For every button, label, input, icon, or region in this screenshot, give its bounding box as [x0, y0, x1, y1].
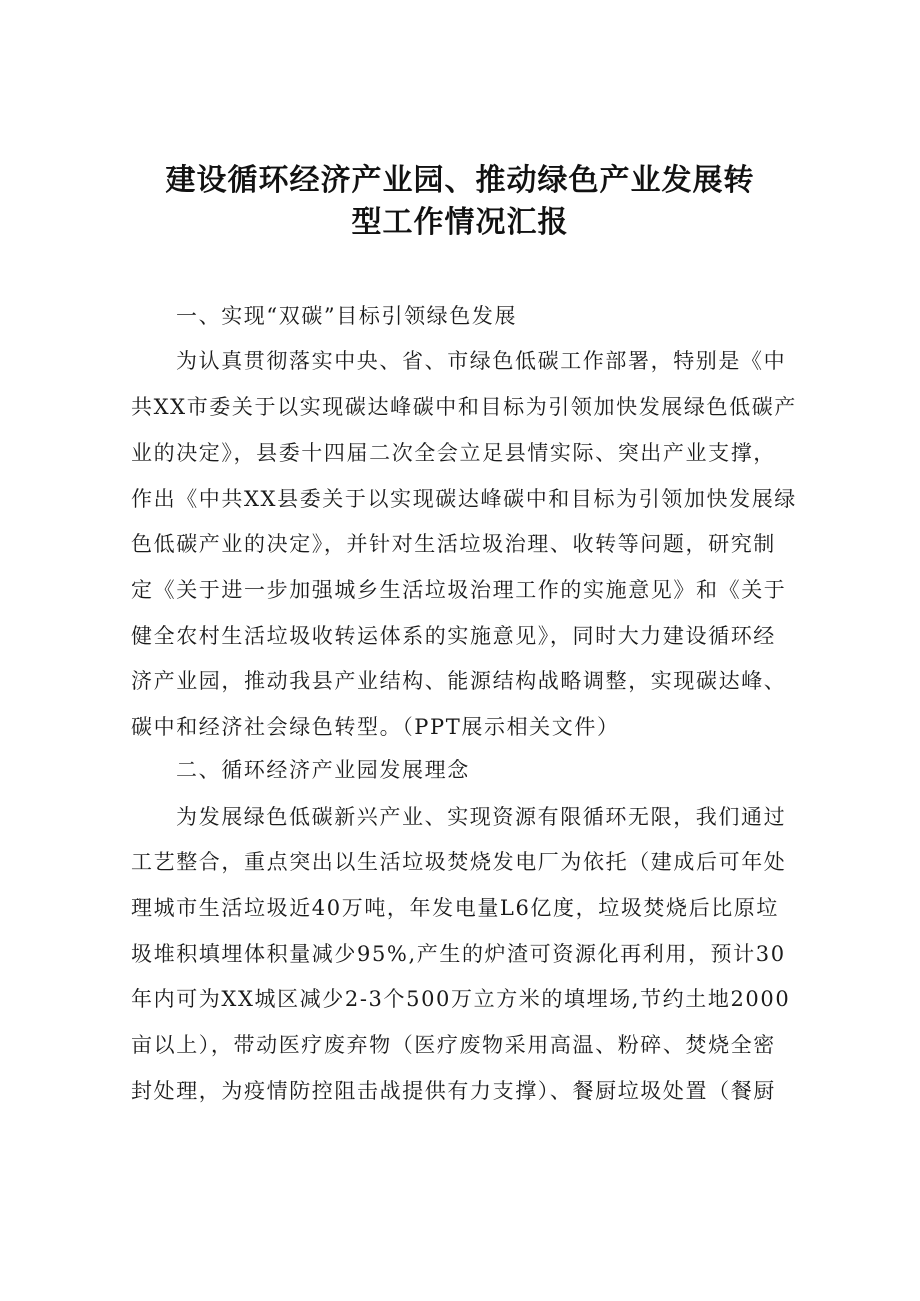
paragraph-line: 理城市生活垃圾近40万吨，年发电量L6亿度，垃圾焚烧后比原垃 [131, 896, 780, 920]
paragraph-line: 色低碳产业的决定》，并针对生活垃圾治理、收转等问题，研究制 [131, 532, 776, 556]
paragraph-line: 定《关于进一步加强城乡生活垃圾治理工作的实施意见》和《关于 [131, 578, 787, 602]
paragraph-line: 年内可为XX城区减少2-3个500万立方米的填埋场,节约土地2000 [131, 987, 791, 1011]
paragraph-line: 业的决定》，县委十四届二次全会立足县情实际、突出产业支撑， [131, 441, 776, 465]
paragraph-line: 济产业园，推动我县产业结构、能源结构战略调整，实现碳达峰、 [131, 669, 787, 693]
paragraph-line: 作出《中共XX县委关于以实现碳达峰碳中和目标为引领加快发展绿 [131, 487, 797, 511]
section-2-heading: 二、循环经济产业园发展理念 [176, 758, 470, 782]
paragraph-line: 碳中和经济社会绿色转型。（PPT展示相关文件） [131, 715, 620, 739]
section-1-heading: 一、实现“双碳”目标引领绿色发展 [176, 304, 518, 328]
paragraph-line: 健全农村生活垃圾收转运体系的实施意见》，同时大力建设循环经 [131, 624, 776, 648]
paragraph-line: 封处理，为疫情防控阻击战提供有力支撑）、餐厨垃圾处置（餐厨 [131, 1079, 776, 1103]
document-title-line-2: 型工作情况汇报 [351, 205, 569, 240]
paragraph-line: 为认真贯彻落实中央、省、市绿色低碳工作部署，特别是《中 [176, 349, 787, 373]
paragraph-line: 亩以上），带动医疗废弃物（医疗废物采用高温、粉碎、焚烧全密 [131, 1033, 776, 1057]
paragraph-line: 为发展绿色低碳新兴产业、实现资源有限循环无限，我们通过 [176, 805, 787, 829]
paragraph-line: 工艺整合，重点突出以生活垃圾焚烧发电厂为依托（建成后可年处 [131, 850, 787, 874]
paragraph-line: 圾堆积填埋体积量减少95%,产生的炉渣可资源化再利用，预计30 [131, 942, 786, 966]
paragraph-line: 共XX市委关于以实现碳达峰碳中和目标为引领加快发展绿色低碳产 [131, 395, 797, 419]
document-title-line-1: 建设循环经济产业园、推动绿色产业发展转 [165, 163, 755, 198]
